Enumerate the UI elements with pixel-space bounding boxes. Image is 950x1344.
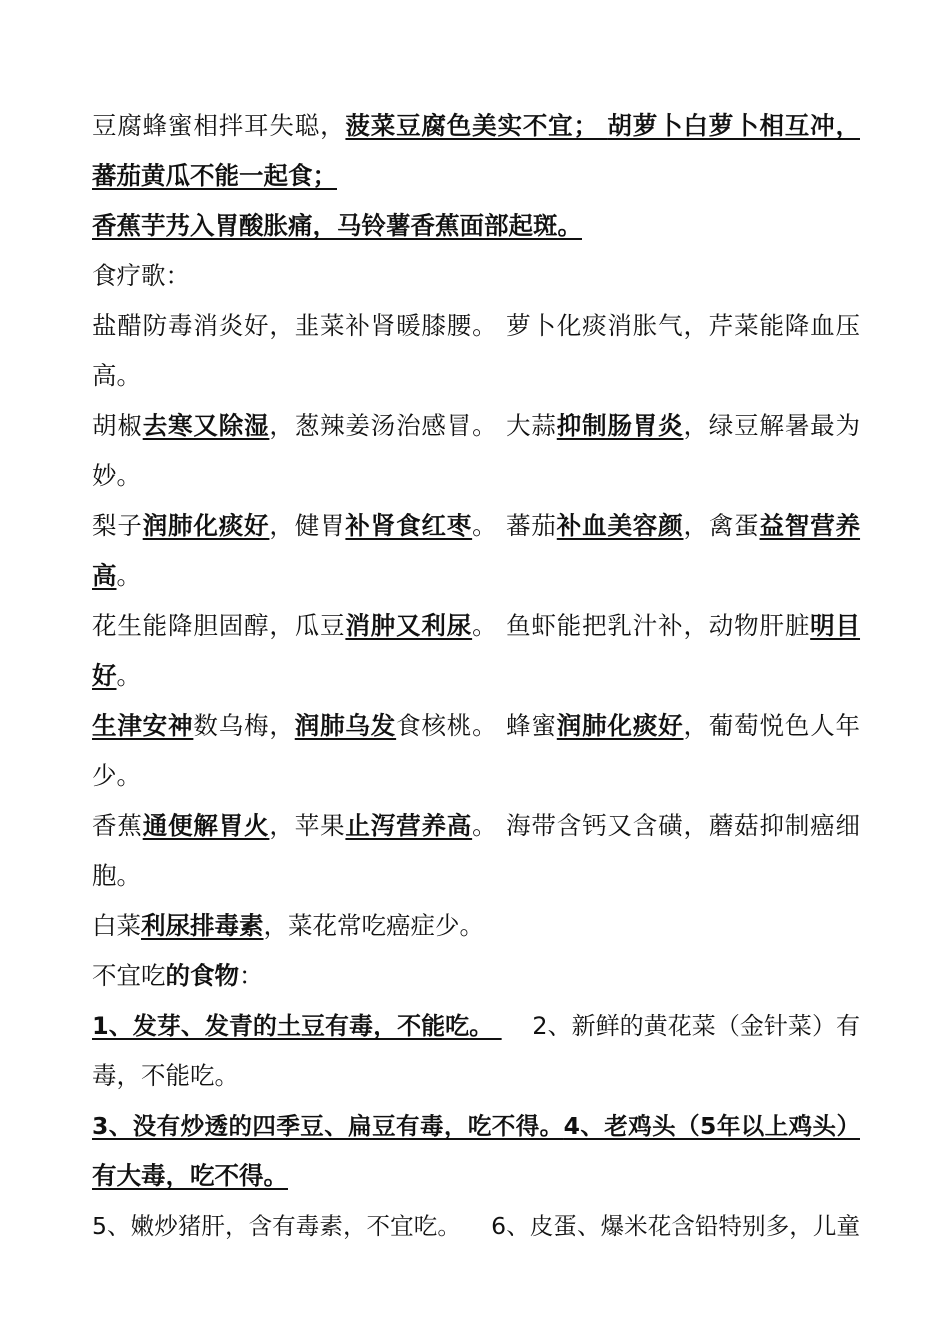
text-run: 数乌梅， [193,711,295,740]
emphasis-run: 3、没有炒透的四季豆、扁豆有毒，吃不得。 [92,1112,564,1140]
text-line [92,1151,288,1201]
text-line [92,1051,239,1101]
emphasis-run: 利尿排毒素 [141,911,264,940]
emphasis-run: 止泻营养高 [345,811,473,840]
text-line [92,801,860,851]
text-line [92,401,860,451]
emphasis-run: 香蕉芋艿入胃酸胀痛，马铃薯香蕉面部起斑。 [92,211,582,240]
text-line [92,1101,860,1151]
text-run: 豆腐蜂蜜相拌耳失聪， [92,111,346,140]
text-line [92,101,860,151]
text-run: 。 [116,561,141,590]
text-line [92,551,141,601]
text-line [92,601,860,651]
text-run: 梨子 [92,511,143,540]
text-line [92,451,141,501]
emphasis-run: 消肿又利尿 [345,611,473,640]
emphasis-run: 1、发芽、发青的土豆有毒，不能吃。 [92,1012,502,1040]
text-run: 。 鱼虾能把乳汁补，动物肝脏 [472,611,811,640]
text-run: ： [239,961,264,990]
emphasis-run: 益智营养 [759,511,861,540]
text-run: ，绿豆解暑最为 [683,411,861,440]
text-run: 。 海带含钙又含磺，蘑菇抑制癌细 [472,811,861,840]
emphasis-run: 补血美容颜 [556,511,684,540]
text-run: 的食物 [165,961,239,990]
text-run: 。 蕃茄 [472,511,557,540]
emphasis-run: 补肾食红枣 [345,511,473,540]
text-line [92,1201,860,1251]
emphasis-run: 去寒又除湿 [142,411,270,440]
text-line [92,751,141,801]
text-run: ，禽蛋 [683,511,760,540]
text-run: 。 [116,661,141,690]
text-line [92,901,484,951]
section-heading [92,251,190,301]
emphasis-run: 抑制肠胃炎 [556,411,684,440]
text-run: 胡椒 [92,411,143,440]
text-line [92,501,860,551]
text-run: 妙。 [92,461,141,490]
emphasis-run: 好 [92,661,117,690]
text-line [92,201,582,251]
text-run: ，苹果 [269,811,346,840]
text-run: 不宜吃 [92,961,166,990]
text-run: 花生能降胆固醇，瓜豆 [92,611,346,640]
text-run: 食疗歌： [92,261,190,290]
emphasis-run: 通便解胃火 [142,811,270,840]
emphasis-run: 4、老鸡头（5年以上鸡头） [563,1112,860,1140]
text-run: 食核桃。 蜂蜜 [396,711,557,740]
emphasis-run: 高 [92,561,117,590]
text-line [92,701,860,751]
text-line [92,1001,860,1051]
text-run: 香蕉 [92,811,143,840]
emphasis-run: 有大毒，吃不得。 [92,1161,288,1190]
emphasis-run: 明目 [810,611,861,640]
text-line [92,301,860,351]
emphasis-run: 菠菜豆腐色美实不宜； [345,111,608,140]
text-run: 2、新鲜的黄花菜（金针菜）有 [501,1012,860,1040]
text-run: 胞。 [92,861,141,890]
emphasis-run: 蕃茄黄瓜不能一起食； [92,161,337,190]
text-run: ，葡萄悦色人年 [683,711,861,740]
emphasis-run: 胡萝卜白萝卜相互冲， [607,111,860,140]
text-run: 白菜 [92,911,141,940]
text-line [92,851,141,901]
text-run: ，菜花常吃癌症少。 [263,911,484,940]
section-heading [92,951,264,1001]
text-run: ，葱辣姜汤治感冒。 大蒜 [269,411,557,440]
text-line [92,351,141,401]
text-line [92,151,337,201]
text-run: 5、嫩炒猪肝，含有毒素，不宜吃。 6、皮蛋、爆米花含铅特别多，儿童 [92,1212,860,1240]
text-run: 盐醋防毒消炎好，韭菜补肾暖膝腰。 萝卜化痰消胀气，芹菜能降血压 [92,311,860,340]
emphasis-run: 润肺化痰好 [556,711,684,740]
emphasis-run: 润肺化痰好 [142,511,270,540]
text-line [92,651,141,701]
emphasis-run: 生津安神 [92,711,194,740]
text-run: 少。 [92,761,141,790]
text-run: 高。 [92,361,141,390]
text-run: ，健胃 [269,511,346,540]
emphasis-run: 润肺乌发 [294,711,397,740]
text-run: 毒，不能吃。 [92,1061,239,1090]
